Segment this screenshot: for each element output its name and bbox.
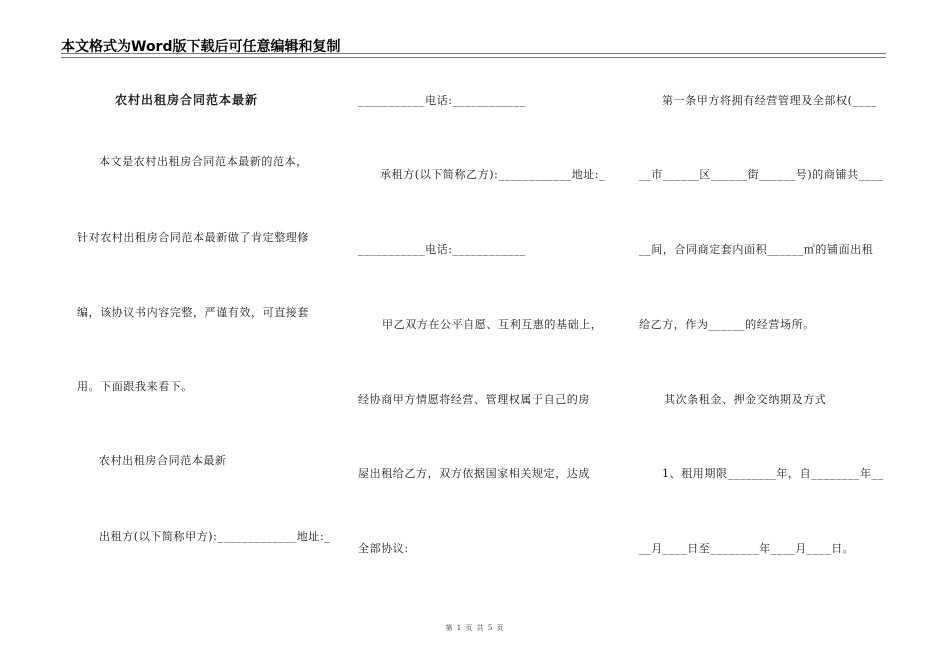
document-title: 农村出租房合同范本最新 [115, 93, 259, 107]
paragraph-line: 经协商甲方情愿将经营、管理权属于自己的房 [358, 393, 590, 406]
paragraph-line: 承租方(以下简称乙方):____________地址:_ [380, 168, 606, 181]
paragraph-line: 用。下面跟我来看下。 [77, 380, 193, 393]
header-rule-top [61, 53, 886, 54]
header-rule-bottom [61, 57, 886, 58]
section-heading: 其次条租金、押金交纳期及方式 [664, 393, 827, 406]
paragraph-line: 全部协议: [358, 542, 409, 555]
paragraph-line: 屋出租给乙方，双方依据国家相关规定，达成 [358, 467, 590, 480]
paragraph-line: ___________电话:____________ [358, 94, 526, 107]
paragraph-line: 本文是农村出租房合同范本最新的范本， [99, 155, 308, 168]
header-banner: 本文格式为Word版下载后可任意编辑和复制 [61, 39, 341, 55]
paragraph-line: 第一条甲方将拥有经营管理及全部权(____ [662, 94, 877, 107]
section-heading: 农村出租房合同范本最新 [99, 454, 227, 467]
paragraph-line: 1、租用期限________年，自________年__ [662, 467, 884, 480]
paragraph-line: 编，该协议书内容完整，严谨有效，可直接套 [77, 306, 309, 319]
paragraph-line: 针对农村出租房合同范本最新做了肯定整理修 [77, 231, 309, 244]
paragraph-line: __月____日至________年____月____日。 [639, 542, 855, 555]
paragraph-line: __市______区______街______号)的商铺共____ [639, 168, 884, 181]
paragraph-line: __间，合同商定套内面积______㎡的铺面出租 [639, 243, 874, 256]
paragraph-line: 出租方(以下简称甲方):_____________地址:_ [99, 530, 331, 543]
page-number: 第 1 页 共 5 页 [445, 624, 505, 632]
paragraph-line: 甲乙双方在公平自愿、互利互惠的基础上， [382, 318, 603, 331]
paragraph-line: 给乙方，作为______的经营场所。 [639, 318, 815, 331]
paragraph-line: ___________电话:____________ [358, 243, 526, 256]
